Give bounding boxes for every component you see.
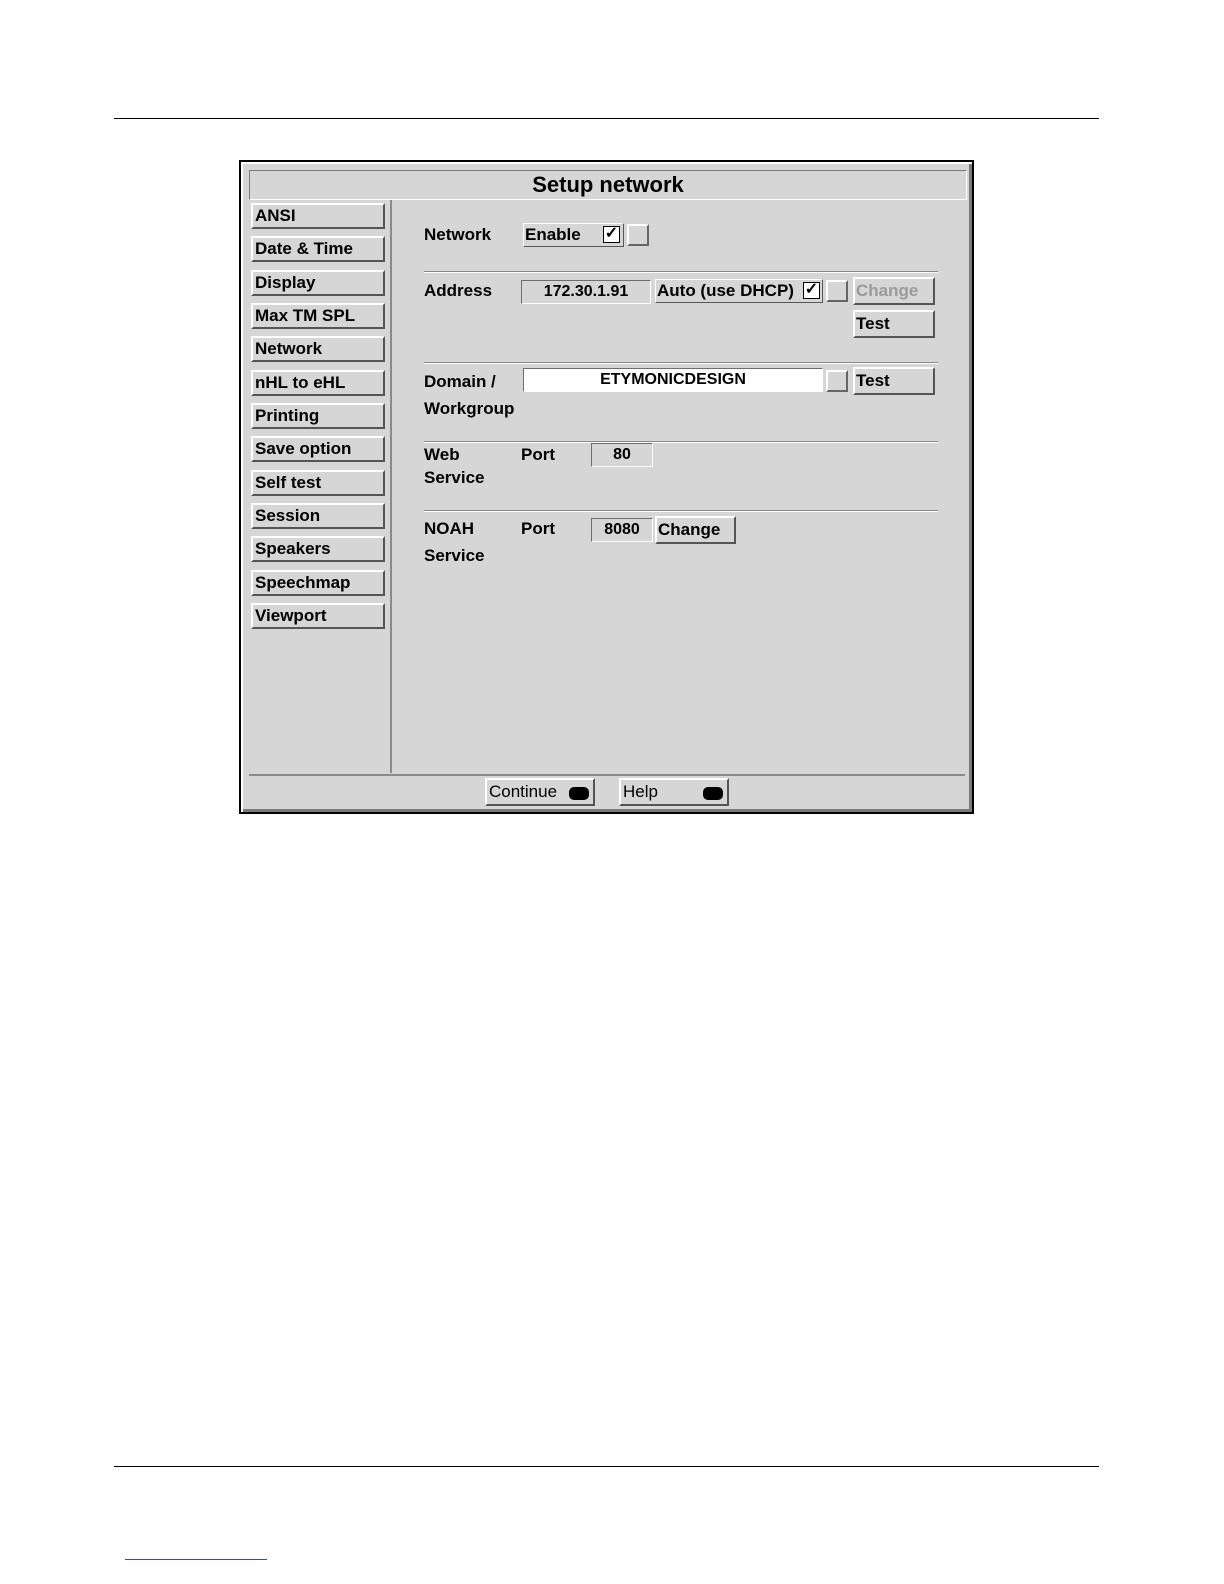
sidebar: [249, 200, 392, 773]
dialog-title: Setup network: [249, 170, 967, 200]
bottom-rule: [114, 1466, 1099, 1467]
auto-dhcp-label: Auto (use DHCP): [657, 281, 794, 300]
network-label: Network: [424, 225, 492, 244]
sidebar-item-self-test[interactable]: Self test: [251, 470, 385, 496]
noah-port-label: Port: [521, 519, 555, 538]
auto-dhcp-square-button[interactable]: [826, 280, 848, 302]
web-label: Web: [424, 445, 460, 464]
sidebar-item-nhl-to-ehl[interactable]: nHL to eHL: [251, 370, 385, 396]
noah-port-field[interactable]: 8080: [591, 518, 653, 542]
sidebar-item-max-tm-spl[interactable]: Max TM SPL: [251, 303, 385, 329]
web-service-label: Service: [424, 468, 485, 487]
domain-workgroup-field[interactable]: ETYMONICDESIGN: [523, 368, 823, 392]
ip-address-field[interactable]: 172.30.1.91: [521, 280, 651, 304]
noah-service-label: Service: [424, 546, 485, 565]
domain-square-button[interactable]: [826, 370, 848, 392]
key-icon: [569, 787, 589, 800]
domain-label: Domain /: [424, 372, 496, 391]
workgroup-label: Workgroup: [424, 399, 515, 418]
help-label: Help: [623, 782, 658, 801]
sidebar-item-printing[interactable]: Printing: [251, 403, 385, 429]
sidebar-item-display[interactable]: Display: [251, 270, 385, 296]
sidebar-item-ansi[interactable]: ANSI: [251, 203, 385, 229]
separator: [424, 510, 938, 512]
web-port-label: Port: [521, 445, 555, 464]
network-enable-checkbox[interactable]: ✓: [604, 225, 619, 242]
address-label: Address: [424, 281, 493, 300]
continue-label: Continue: [489, 782, 558, 801]
setup-network-dialog: [239, 160, 974, 814]
sidebar-item-save-option[interactable]: Save option: [251, 436, 385, 462]
separator: [424, 271, 938, 273]
help-button[interactable]: [619, 778, 729, 806]
sidebar-item-network[interactable]: Network: [251, 336, 385, 362]
domain-test-button[interactable]: Test: [853, 367, 935, 395]
address-test-button[interactable]: Test: [853, 310, 935, 338]
address-change-button[interactable]: Change: [853, 277, 935, 305]
top-rule: [114, 118, 1099, 119]
noah-label: NOAH: [424, 519, 475, 538]
sidebar-item-date-time[interactable]: Date & Time: [251, 236, 385, 262]
noah-change-button[interactable]: Change: [655, 516, 736, 544]
separator: [424, 441, 938, 443]
separator: [424, 362, 938, 364]
network-enable-toggle[interactable]: [523, 223, 624, 247]
link-underline: [125, 1559, 267, 1560]
key-icon: [703, 787, 723, 800]
sidebar-item-speakers[interactable]: Speakers: [251, 536, 385, 562]
network-enable-square-button[interactable]: [627, 224, 649, 246]
continue-button[interactable]: [485, 778, 595, 806]
auto-dhcp-checkbox[interactable]: ✓: [804, 281, 819, 298]
sidebar-item-speechmap[interactable]: Speechmap: [251, 570, 385, 596]
web-port-field[interactable]: 80: [591, 443, 653, 467]
network-enable-label: Enable: [525, 225, 581, 244]
auto-dhcp-toggle[interactable]: [655, 279, 823, 303]
dialog-footer: [249, 774, 965, 806]
sidebar-item-session[interactable]: Session: [251, 503, 385, 529]
sidebar-item-viewport[interactable]: Viewport: [251, 603, 385, 629]
